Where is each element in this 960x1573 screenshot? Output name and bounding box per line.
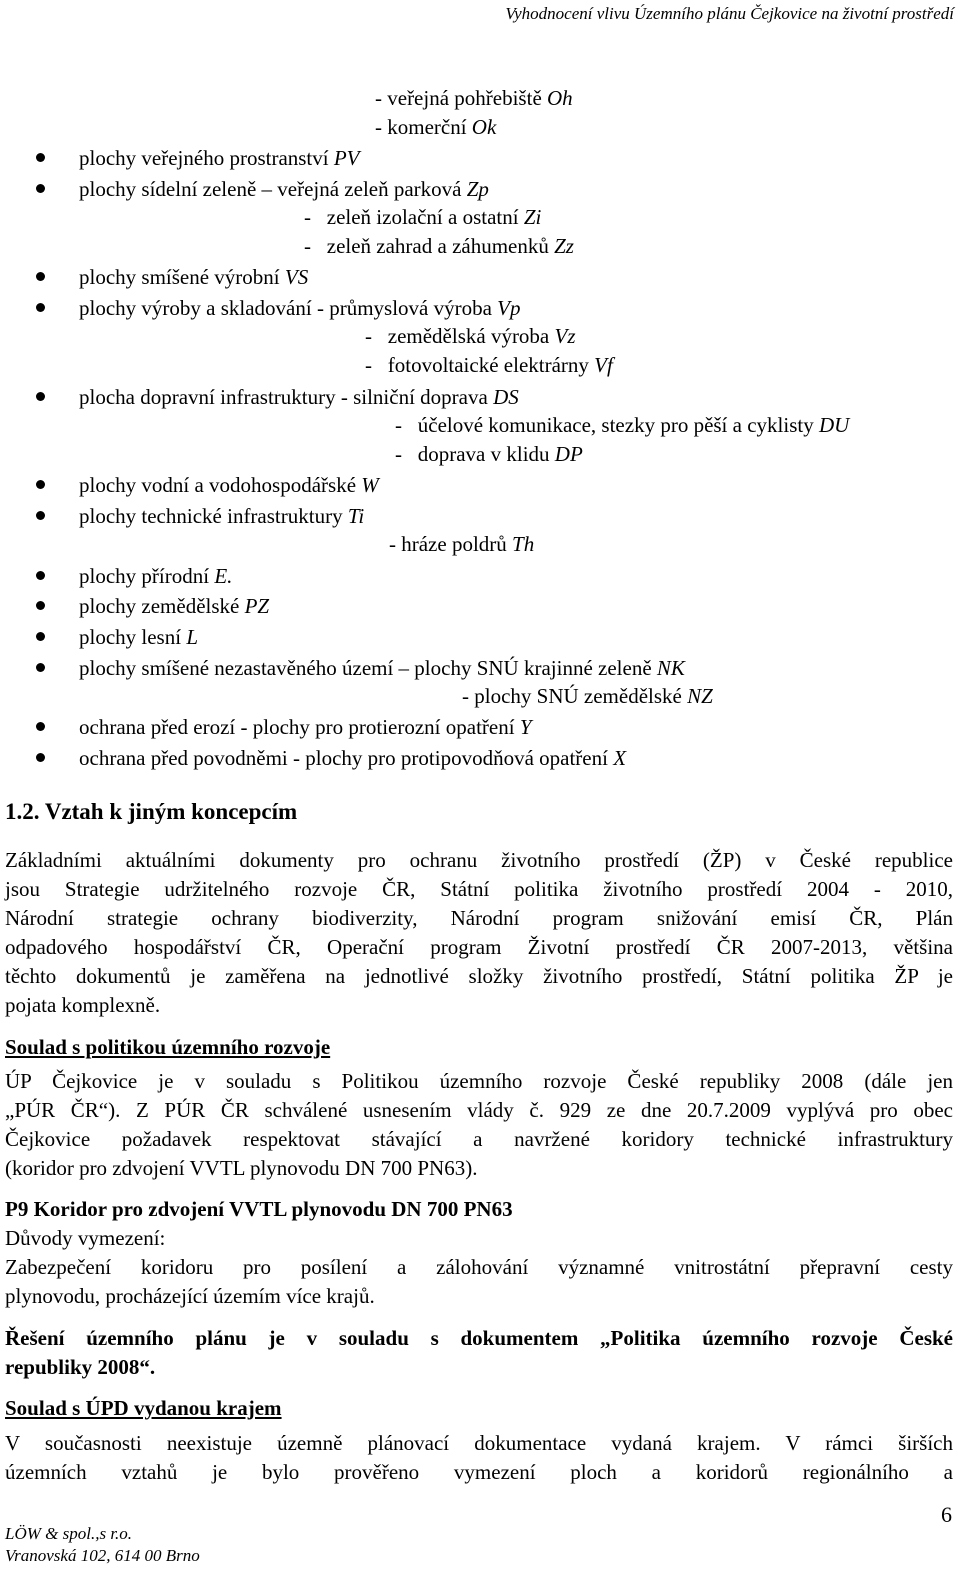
list-item <box>375 85 573 111</box>
list-item-text: plochy zemědělské <box>79 594 245 618</box>
list-item-text: - účelové komunikace, stezky pro pěší a cyklisty <box>395 413 819 437</box>
list-item <box>79 593 269 619</box>
list-item-code: NZ <box>687 684 713 708</box>
conclusion-line: republiky 2008“. <box>5 1355 156 1379</box>
conclusion-line: Řešení územního plánu je v souladu s dokumentem „Politika územního rozvoje České <box>5 1326 953 1350</box>
list-item <box>304 204 541 230</box>
paragraph-line: Zabezpečení koridoru pro posílení a zálohování významné vnitrostátní přepravní cesty <box>5 1255 953 1279</box>
list-item-text: - doprava v klidu <box>395 442 555 466</box>
list-item-code: DP <box>554 442 583 466</box>
list-item <box>365 323 576 349</box>
list-item-code: Ok <box>471 115 497 139</box>
list-item <box>389 531 534 557</box>
list-item-text: plochy technické infrastruktury <box>79 504 348 528</box>
list-item <box>79 714 532 740</box>
paragraph-line: pojata komplexně. <box>5 993 161 1017</box>
list-item-text: - hráze poldrů <box>389 532 513 556</box>
list-item <box>79 563 232 589</box>
list-item-text: - komerční <box>375 115 472 139</box>
list-item-code: NK <box>656 656 685 680</box>
list-item-text: ochrana před erozí - plochy pro protierozní opatření <box>79 715 520 739</box>
list-item <box>79 503 364 529</box>
list-item-text: plochy veřejného prostranství <box>79 146 334 170</box>
list-item-text: plochy smíšené nezastavěného území – plochy SNÚ krajinné zeleně <box>79 656 657 680</box>
list-item-code: W <box>361 473 379 497</box>
bullet-icon <box>36 632 45 641</box>
list-item <box>79 176 489 202</box>
list-item-code: Ti <box>347 504 365 528</box>
list-item <box>395 412 849 438</box>
list-item <box>79 745 626 771</box>
list-item-text: plocha dopravní infrastruktury - silniční doprava <box>79 385 494 409</box>
page-number: 6 <box>941 1502 952 1527</box>
running-header: Vyhodnocení vlivu Územního plánu Čejkovice na životní prostředí <box>505 4 954 23</box>
list-item <box>395 441 583 467</box>
list-item <box>79 295 521 321</box>
list-item-text: - zeleň zahrad a záhumenků <box>304 234 555 258</box>
paragraph-line: Základními aktuálními dokumenty pro ochranu životního prostředí (ŽP) v České republice <box>5 848 953 872</box>
bullet-icon <box>36 511 45 520</box>
bullet-icon <box>36 184 45 193</box>
reasons-label: Důvody vymezení: <box>5 1226 166 1250</box>
paragraph-line: odpadového hospodářství ČR, Operační program Životní prostředí ČR 2007-2013, většina <box>5 935 953 959</box>
list-item-code: Vf <box>594 353 613 377</box>
paragraph-line: Národní strategie ochrany biodiverzity, Národní program snižování emisí ČR, Plán <box>5 906 953 930</box>
list-item <box>365 352 613 378</box>
bullet-icon <box>36 480 45 489</box>
paragraph-line: jsou Strategie udržitelného rozvoje ČR, Státní politika životního prostředí 2004 - 2010, <box>5 877 953 901</box>
list-item-text: plochy přírodní <box>79 564 215 588</box>
list-item <box>79 264 308 290</box>
bullet-icon <box>36 753 45 762</box>
list-item <box>79 472 379 498</box>
paragraph-line: plynovodu, procházející územím více krajů. <box>5 1284 375 1308</box>
bullet-icon <box>36 392 45 401</box>
section-heading: 1.2. Vztah k jiným koncepcím <box>5 799 298 824</box>
list-item <box>79 145 360 171</box>
list-item-text: plochy smíšené výrobní <box>79 265 285 289</box>
list-item-code: X <box>613 746 627 770</box>
bullet-icon <box>36 663 45 672</box>
list-item-code: Vz <box>554 324 576 348</box>
list-item-text: - fotovoltaické elektrárny <box>365 353 595 377</box>
paragraph-line: územních vztahů je bylo prověřeno vymezení ploch a koridorů regionálního a <box>5 1460 953 1484</box>
list-item-code: PV <box>333 146 360 170</box>
list-item-text: ochrana před povodněmi - plochy pro protipovodňová opatření <box>79 746 614 770</box>
footer-address: Vranovská 102, 614 00 Brno <box>5 1546 200 1565</box>
list-item-code: Oh <box>547 86 573 110</box>
list-item <box>462 683 713 709</box>
subsection-title: Soulad s politikou územního rozvoje <box>5 1035 331 1059</box>
list-item-code: Zi <box>523 205 542 229</box>
footer-company: LÖW & spol.,s r.o. <box>5 1524 133 1543</box>
list-item-code: VS <box>284 265 309 289</box>
list-item-text: plochy lesní <box>79 625 187 649</box>
paragraph-line: ÚP Čejkovice je v souladu s Politikou územního rozvoje České republiky 2008 (dále jen <box>5 1069 953 1093</box>
bullet-icon <box>36 722 45 731</box>
list-item-code: PZ <box>244 594 270 618</box>
bullet-icon <box>36 303 45 312</box>
list-item <box>304 233 574 259</box>
list-item-code: Th <box>512 532 535 556</box>
paragraph-line: „PÚR ČR“). Z PÚR ČR schválené usnesením vlády č. 929 ze dne 20.7.2009 vyplývá pro obec <box>5 1098 953 1122</box>
bullet-icon <box>36 153 45 162</box>
list-item-code: DS <box>493 385 519 409</box>
paragraph-line: Čejkovice požadavek respektovat stávající a navržené koridory technické infrastruktury <box>5 1127 953 1151</box>
bullet-icon <box>36 272 45 281</box>
list-item-text: plochy sídelní zeleně – veřejná zeleň parková <box>79 177 467 201</box>
list-item-code: L <box>186 625 199 649</box>
corridor-title: P9 Koridor pro zdvojení VVTL plynovodu DN 700 PN63 <box>5 1197 513 1221</box>
bullet-icon <box>36 601 45 610</box>
list-item <box>79 624 198 650</box>
list-item-code: Zp <box>466 177 489 201</box>
list-item-text: - zemědělská výroba <box>365 324 555 348</box>
bullet-icon <box>36 571 45 580</box>
list-item-text: plochy vodní a vodohospodářské <box>79 473 362 497</box>
list-item-text: - zeleň izolační a ostatní <box>304 205 524 229</box>
list-item <box>375 114 496 140</box>
list-item-text: plochy výroby a skladování - průmyslová výroba <box>79 296 498 320</box>
paragraph-line: V současnosti neexistuje územně plánovací dokumentace vydaná krajem. V rámci širších <box>5 1431 953 1455</box>
list-item-code: E. <box>214 564 233 588</box>
list-item <box>79 384 519 410</box>
list-item-code: Vp <box>497 296 521 320</box>
subsection-title: Soulad s ÚPD vydanou krajem <box>5 1396 282 1420</box>
list-item-code: DU <box>818 413 850 437</box>
list-item-code: Zz <box>554 234 574 258</box>
list-item-text: - plochy SNÚ zemědělské <box>462 684 688 708</box>
list-item-text: - veřejná pohřebiště <box>375 86 548 110</box>
paragraph-line: těchto dokumentů je zaměřena na jednotlivé složky životního prostředí, Státní politika ŽP je <box>5 964 953 988</box>
list-item-code: Y <box>519 715 532 739</box>
paragraph-line: (koridor pro zdvojení VVTL plynovodu DN 700 PN63). <box>5 1156 478 1180</box>
list-item <box>79 655 685 681</box>
